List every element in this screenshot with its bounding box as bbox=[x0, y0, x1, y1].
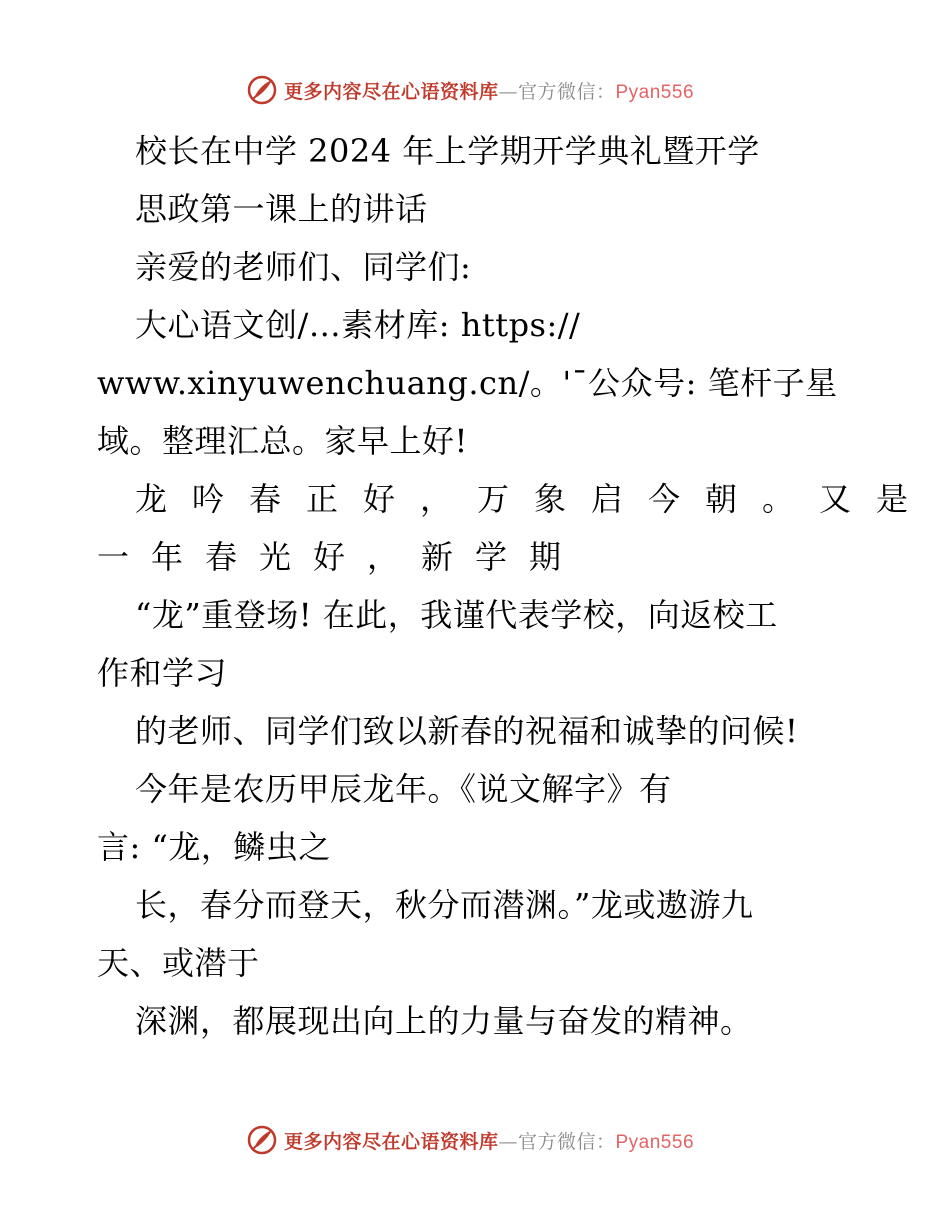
text-line: 长，春分而登天，秋分而潜渊。”龙或遨游九 bbox=[135, 886, 754, 924]
banner-official-label: 官方微信： bbox=[517, 1130, 616, 1153]
title-line-2: 思政第一课上的讲话 bbox=[135, 190, 428, 228]
feather-logo-icon bbox=[246, 74, 278, 106]
banner-content bbox=[246, 1124, 694, 1156]
text-line: 今年是农历甲辰龙年。《说文解字》有 bbox=[135, 770, 672, 808]
document-body bbox=[97, 122, 934, 1050]
banner-wechat-id: Pyan556 bbox=[615, 81, 695, 103]
text-line: 的老师、同学们致以新春的祝福和诚挚的问候! bbox=[135, 712, 799, 750]
banner-dash: — bbox=[498, 80, 518, 103]
banner-text bbox=[284, 1127, 694, 1154]
banner-site-name: 更多内容尽在心语资料库 bbox=[283, 1130, 499, 1153]
text-line: 深渊，都展现出向上的力量与奋发的精神。 bbox=[135, 1002, 753, 1040]
text-line: 一年春光好，新学期 bbox=[97, 538, 584, 576]
feather-logo-icon bbox=[246, 1124, 278, 1156]
text-line: www.xinyuwenchuang.cn/。'¯公众号: 笔杆子星 bbox=[97, 364, 838, 402]
text-line: 言: “龙，鳞虫之 bbox=[97, 828, 331, 866]
title-line-1: 校长在中学 2024 年上学期开学典礼暨开学 bbox=[135, 132, 760, 170]
text-line: 大心语文创/…素材库: https:// bbox=[135, 306, 581, 344]
header-banner bbox=[0, 70, 950, 110]
banner-text bbox=[284, 77, 694, 104]
text-line: 域。整理汇总。家早上好! bbox=[97, 422, 468, 460]
banner-official-label: 官方微信： bbox=[517, 80, 616, 103]
text-line: 作和学习 bbox=[97, 654, 228, 692]
banner-site-name: 更多内容尽在心语资料库 bbox=[283, 80, 499, 103]
footer-banner bbox=[0, 1120, 950, 1160]
banner-content bbox=[246, 74, 694, 106]
banner-wechat-id: Pyan556 bbox=[615, 1131, 695, 1153]
greeting-line: 亲爱的老师们、同学们: bbox=[135, 248, 472, 286]
text-line: “龙”重登场! 在此，我谨代表学校，向返校工 bbox=[135, 596, 778, 634]
banner-dash: — bbox=[498, 1130, 518, 1153]
text-line: 天、或潜于 bbox=[97, 944, 260, 982]
text-line: 龙吟春正好，万象启今朝。又是 bbox=[135, 480, 934, 518]
